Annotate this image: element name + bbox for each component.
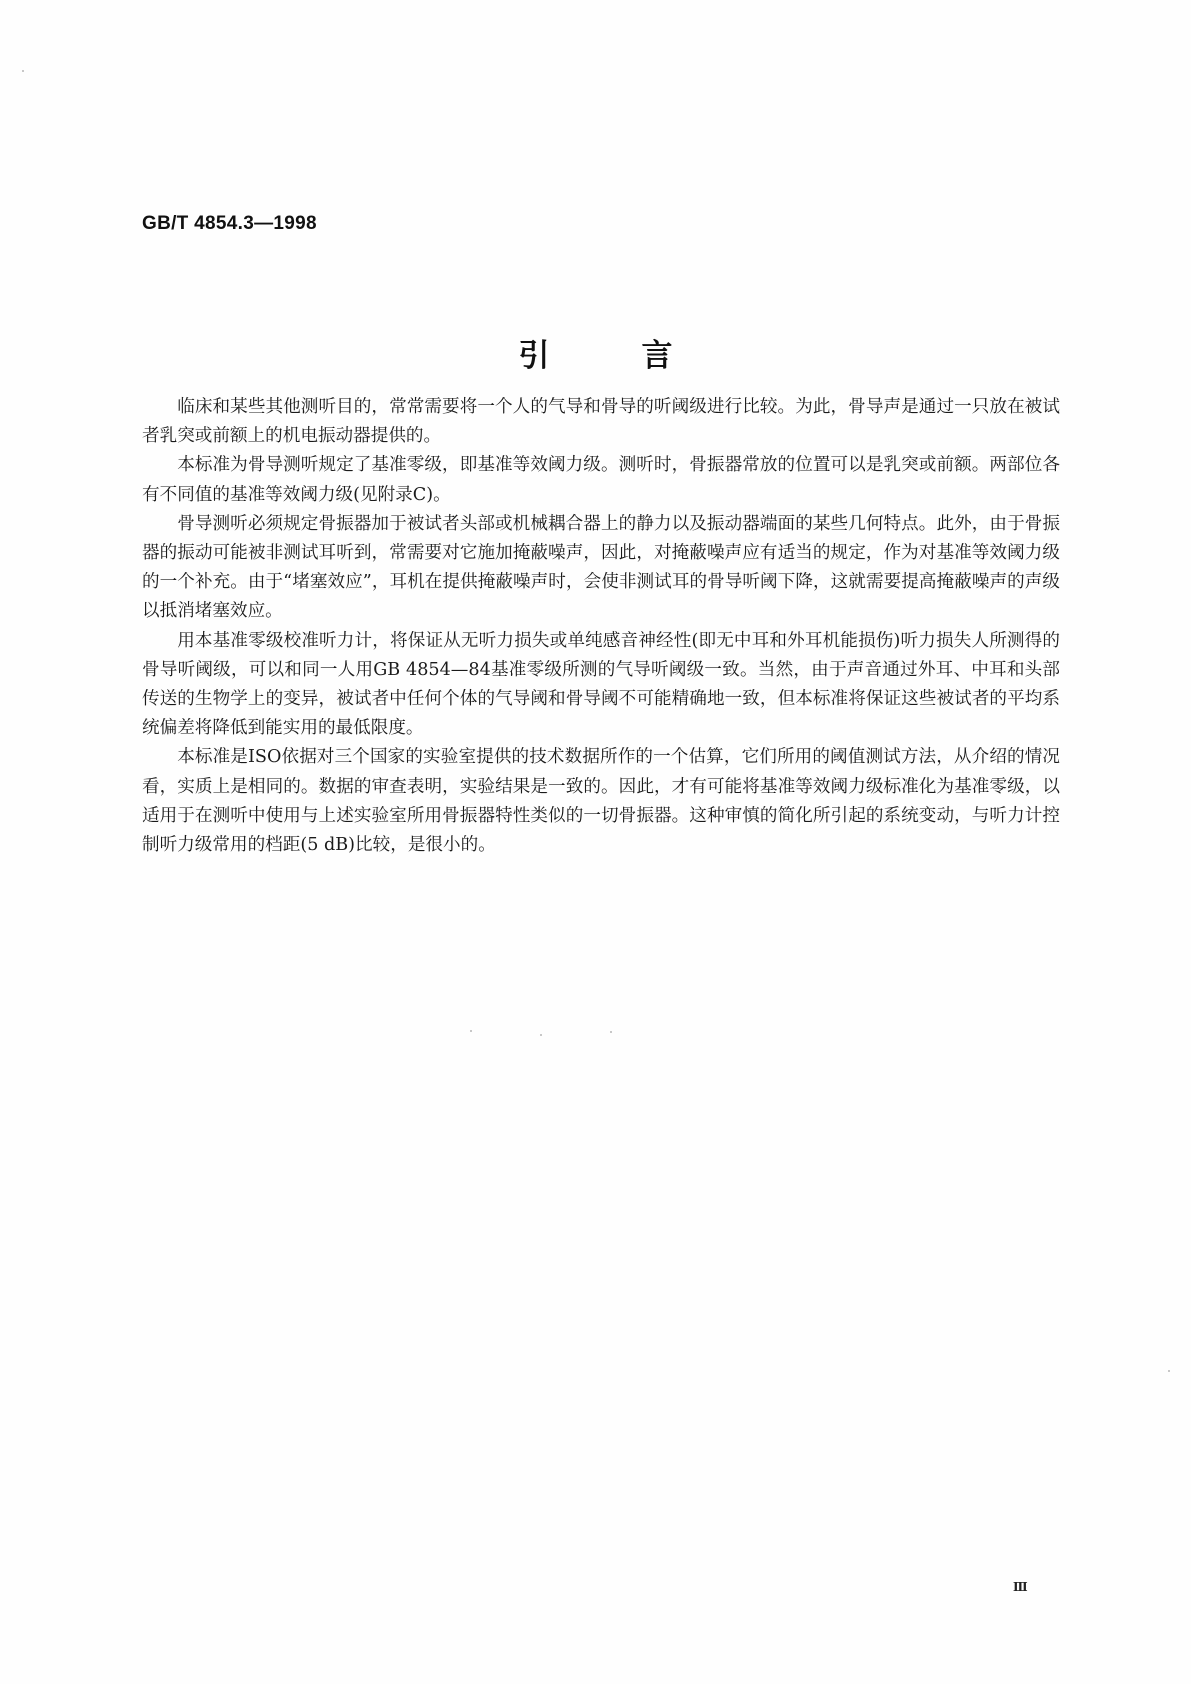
paragraph-5: 本标准是ISO依据对三个国家的实验室提供的技术数据所作的一个估算，它们所用的阈值测试方法，从介绍的情况看，实质上是相同的。数据的审查表明，实验结果是一致的。因此，才有可能将基准等效阈力级标准化为基准零级，以适用于在测听中使用与上述实验室所用骨振器特性类似的一切骨振器。这种审慎的简化所引起的系统变动，与听力计控制听力级常用的档距(5 dB)比较，是很小的。 — [142, 747, 1060, 856]
paragraph-4: 用本基准零级校准听力计，将保证从无听力损失或单纯感音神经性(即无中耳和外耳机能损伤)听力损失人所测得的骨导听阈级，可以和同一人用GB 4854—84基准零级所测的气导听阈级一致。当然，由于声音通过外耳、中耳和头部传送的生物学上的变异，被试者中任何个体的气导阈和骨导阈不可能精确地一致，但本标准将保证这些被试者的平均系统偏差将降低到能实用的最低限度。 — [142, 630, 1060, 739]
paragraph-3: 骨导测听必须规定骨振器加于被试者头部或机械耦合器上的静力以及振动器端面的某些几何特点。此外，由于骨振器的振动可能被非测试耳听到，常需要对它施加掩蔽噪声，因此，对掩蔽噪声应有适当的规定，作为对基准等效阈力级的一个补充。由于“堵塞效应”，耳机在提供掩蔽噪声时，会使非测试耳的骨导听阈下降，这就需要提高掩蔽噪声的声级以抵消堵塞效应。 — [142, 513, 1060, 622]
scan-speck — [540, 1034, 542, 1036]
scan-speck — [22, 70, 24, 72]
standard-number: GB/T 4854.3—1998 — [142, 213, 317, 234]
scan-speck — [610, 1031, 612, 1033]
scan-speck — [1168, 1370, 1170, 1372]
section-title: 引言 — [518, 338, 765, 374]
body-text — [142, 393, 1060, 860]
paragraph-2: 本标准为骨导测听规定了基准零级，即基准等效阈力级。测听时，骨振器常放的位置可以是乳突或前额。两部位各有不同值的基准等效阈力级(见附录C)。 — [142, 455, 1060, 505]
paragraph-1: 临床和某些其他测听目的，常常需要将一个人的气导和骨导的听阈级进行比较。为此，骨导声是通过一只放在被试者乳突或前额上的机电振动器提供的。 — [142, 397, 1060, 447]
scan-speck — [470, 1030, 472, 1032]
page-number: Ⅲ — [1013, 1580, 1028, 1594]
